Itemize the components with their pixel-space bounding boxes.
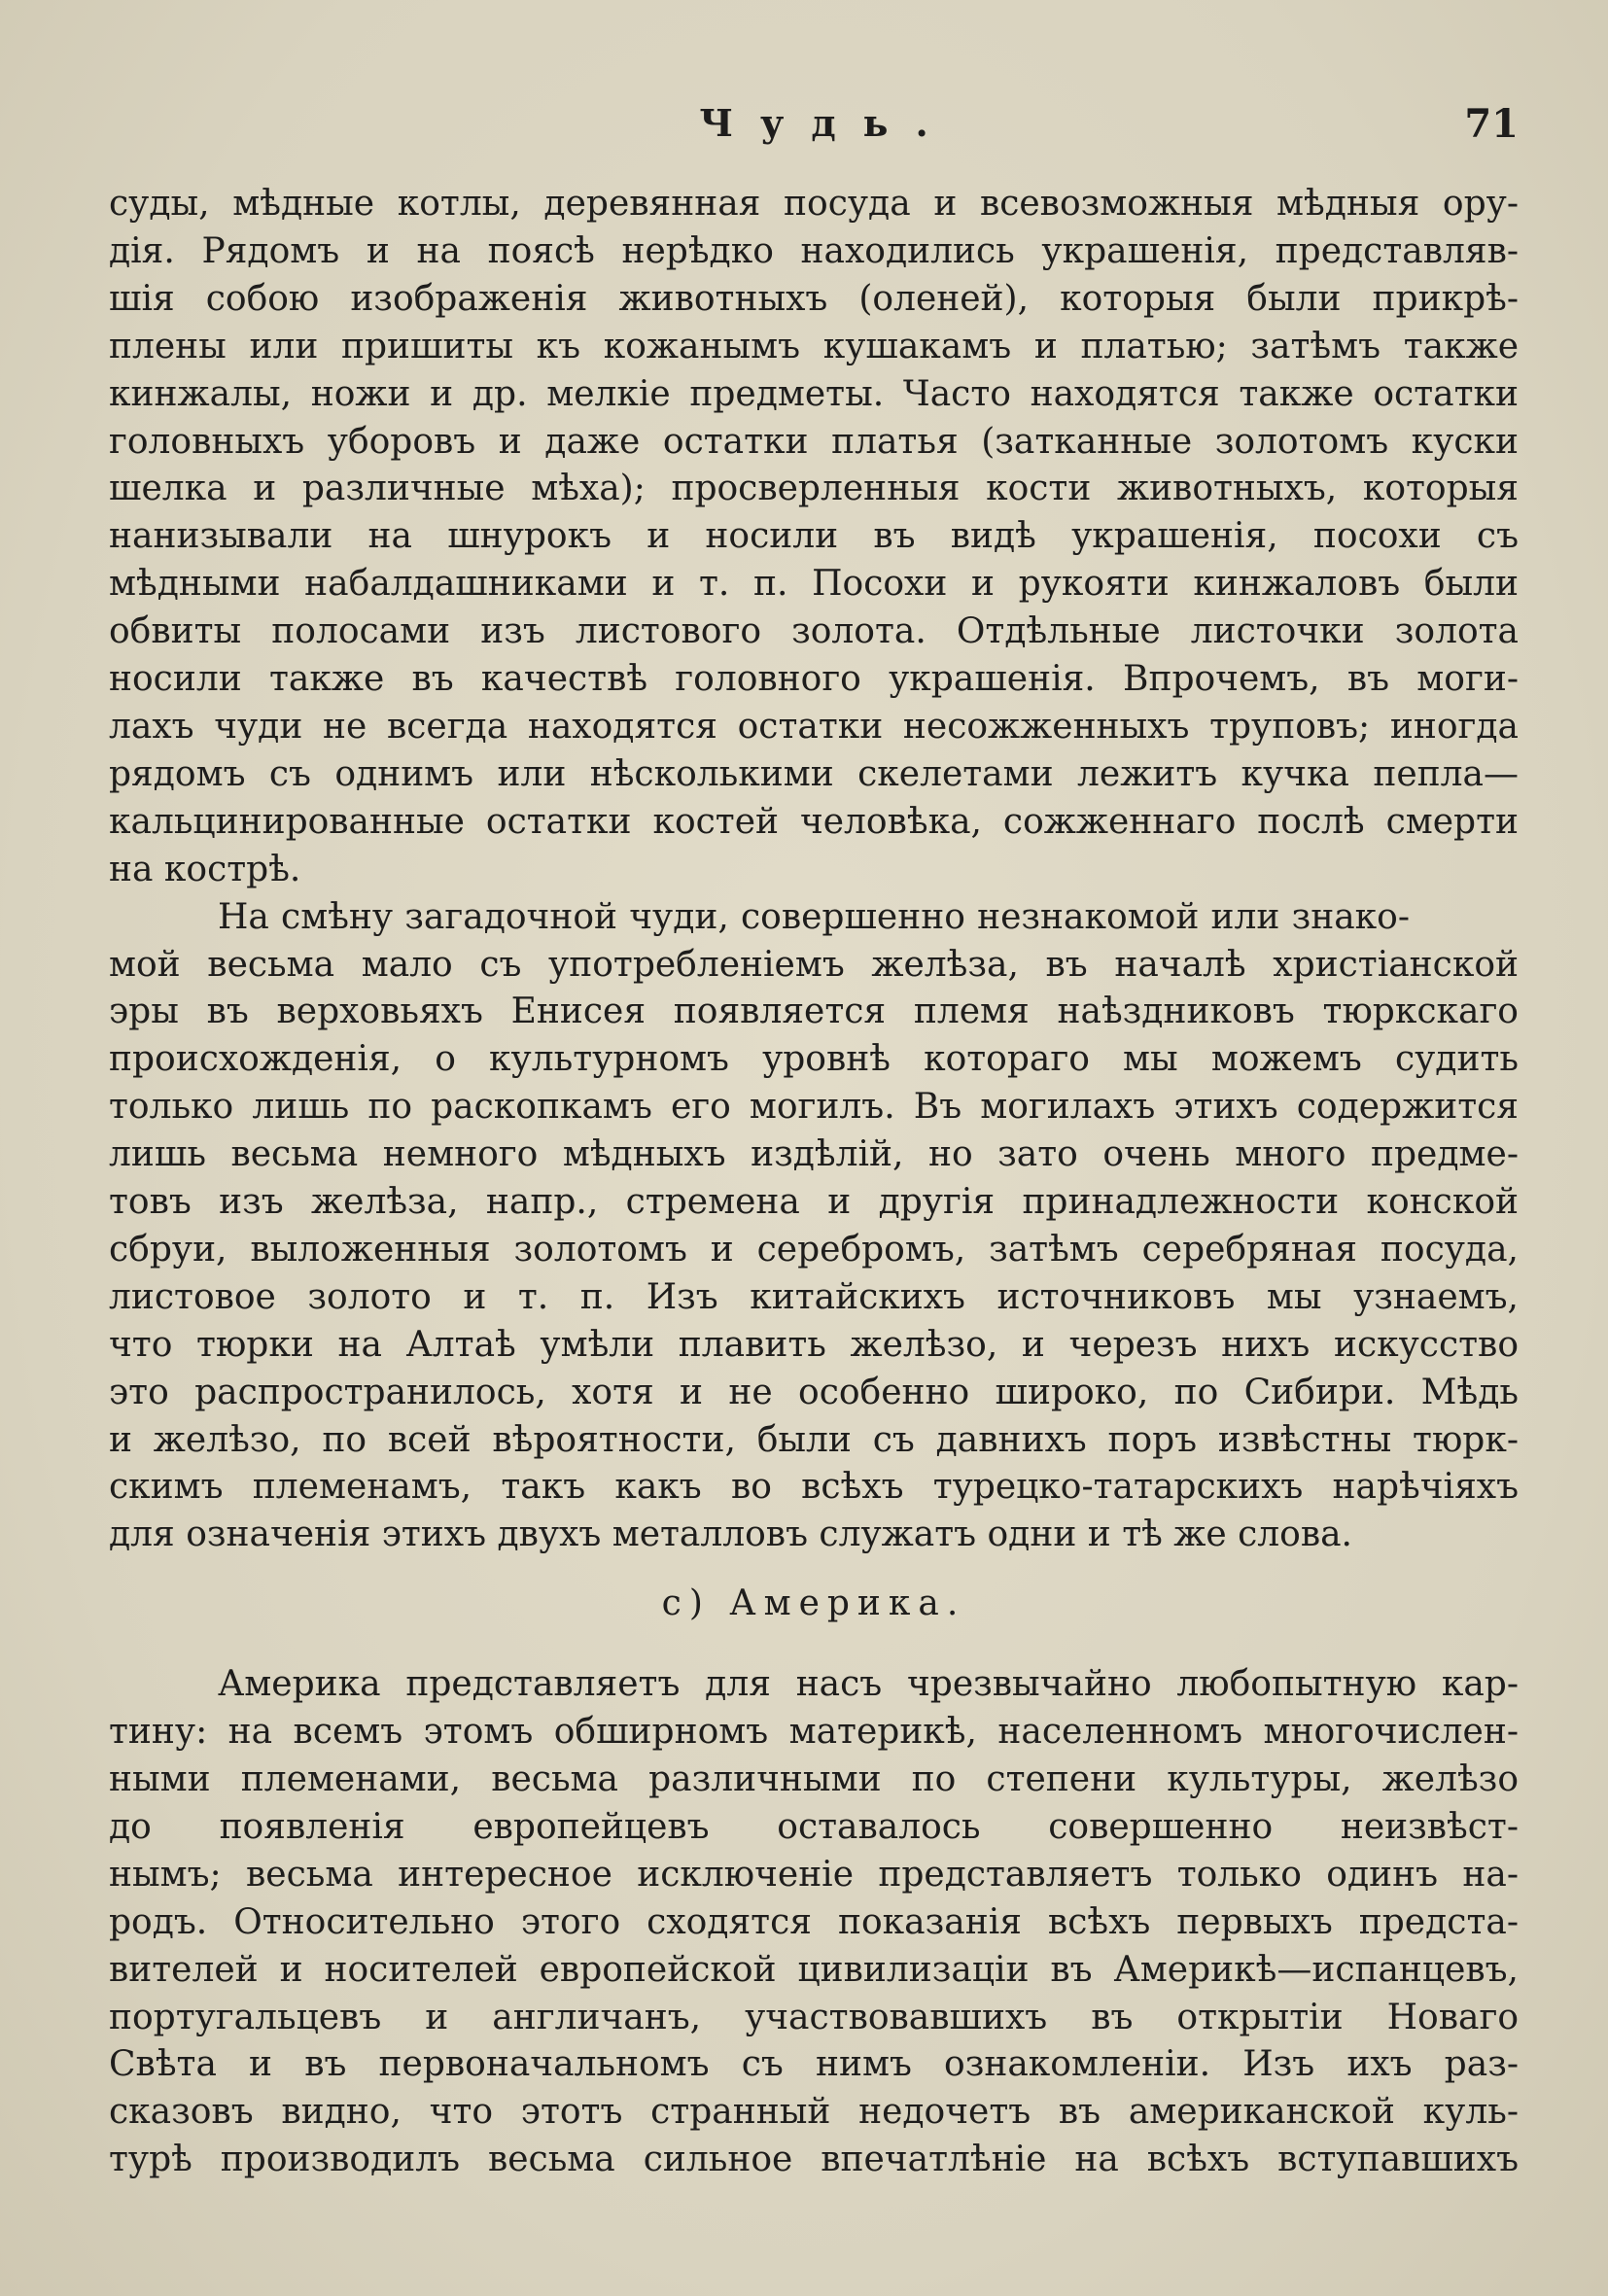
paragraph-turkic-tribes	[109, 894, 1519, 1560]
text-line: португальцевъ и англичанъ, участвовавшихъ въ открытіи Новаго	[109, 1997, 1519, 2037]
text-line: лахъ чуди не всегда находятся остатки несожженныхъ труповъ; иногда	[109, 706, 1519, 747]
text-line: На смѣну загадочной чуди, совершенно незнакомой или знако-	[218, 896, 1410, 937]
paragraph-chud-burials	[109, 181, 1519, 894]
text-line: сказовъ видно, что этотъ странный недочетъ въ американской куль-	[109, 2092, 1519, 2133]
text-line: эры въ верховьяхъ Енисея появляется племя наѣздниковъ тюркскаго	[109, 991, 1519, 1032]
text-line: сбруи, выложенныя золотомъ и серебромъ, затѣмъ серебряная посуда,	[109, 1229, 1519, 1270]
body-text	[109, 181, 1519, 2184]
text-line: мой весьма мало съ употребленіемъ желѣза, въ началѣ христіанской	[109, 944, 1519, 985]
text-line: вителей и носителей европейской цивилизаціи въ Америкѣ—испанцевъ,	[109, 1949, 1519, 1990]
text-line: суды, мѣдные котлы, деревянная посуда и всевозможныя мѣдныя ору-	[109, 184, 1519, 224]
text-line: что тюрки на Алтаѣ умѣли плавить желѣзо, и черезъ нихъ искусство	[109, 1324, 1519, 1365]
page-header	[109, 101, 1519, 159]
text-line: кинжалы, ножи и др. мелкіе предметы. Часто находятся также остатки	[109, 373, 1519, 414]
text-line: рядомъ съ однимъ или нѣсколькими скелетами лежитъ кучка пепла—	[109, 753, 1519, 794]
text-line: родъ. Относительно этого сходятся показанія всѣхъ первыхъ предста-	[109, 1901, 1519, 1942]
text-line: нымъ; весьма интересное исключеніе представляетъ только одинъ на-	[109, 1854, 1519, 1895]
text-line: турѣ производилъ весьма сильное впечатлѣніе на всѣхъ вступавшихъ	[109, 2139, 1519, 2180]
text-line: кальцинированные остатки костей человѣка, сожженнаго послѣ смерти	[109, 801, 1519, 842]
text-line: Свѣта и въ первоначальномъ съ нимъ ознакомленіи. Изъ ихъ раз-	[109, 2044, 1519, 2085]
text-line: плены или пришиты къ кожанымъ кушакамъ и платью; затѣмъ также	[109, 326, 1519, 366]
text-line: до появленія европейцевъ оставалось совершенно неизвѣст-	[109, 1806, 1519, 1847]
text-line: дія. Рядомъ и на поясѣ нерѣдко находились украшенія, представляв-	[109, 230, 1519, 271]
page-number: 71	[1464, 101, 1519, 147]
text-line: ными племенами, весьма различными по степени культуры, желѣзо	[109, 1759, 1519, 1799]
text-line: шія собою изображенія животныхъ (оленей), которыя были прикрѣ-	[109, 278, 1519, 319]
text-line: листовое золото и т. п. Изъ китайскихъ источниковъ мы узнаемъ,	[109, 1276, 1519, 1317]
text-line: нанизывали на шнурокъ и носили въ видѣ украшенія, посохи съ	[109, 516, 1519, 557]
text-line: носили также въ качествѣ головного украшенія. Впрочемъ, въ моги-	[109, 659, 1519, 700]
paragraph-america	[109, 1661, 1519, 2184]
text-line: мѣдными набалдашниками и т. п. Посохи и рукояти кинжаловъ были	[109, 564, 1519, 605]
text-line: лишь весьма немного мѣдныхъ издѣлій, но зато очень много предме-	[109, 1134, 1519, 1175]
text-line: для означенія этихъ двухъ металловъ служатъ одни и тѣ же слова.	[109, 1514, 1353, 1555]
text-line: товъ изъ желѣза, напр., стремена и другія принадлежности конской	[109, 1182, 1519, 1223]
text-line: Америка представляетъ для насъ чрезвычайно любопытную кар-	[218, 1664, 1519, 1705]
text-line: на кострѣ.	[109, 849, 301, 889]
text-line: и желѣзо, по всей вѣроятности, были съ давнихъ поръ извѣстны тюрк-	[109, 1419, 1519, 1460]
text-line: скимъ племенамъ, такъ какъ во всѣхъ турецко-татарскихъ нарѣчіяхъ	[109, 1467, 1519, 1508]
text-line: происхожденія, о культурномъ уровнѣ котораго мы можемъ судить	[109, 1039, 1519, 1080]
text-line: это распространилось, хотя и не особенно широко, по Сибири. Мѣдь	[109, 1372, 1519, 1412]
running-title: Чудь.	[699, 101, 956, 145]
text-line: шелка и различные мѣха); просверленныя кости животныхъ, которыя	[109, 469, 1519, 509]
text-line: только лишь по раскопкамъ его могилъ. Въ могилахъ этихъ содержится	[109, 1087, 1519, 1128]
section-heading: с) Америка.	[661, 1583, 966, 1624]
text-line: головныхъ уборовъ и даже остатки платья (затканные золотомъ куски	[109, 421, 1519, 462]
text-line: обвиты полосами изъ листового золота. Отдѣльные листочки золота	[109, 611, 1519, 652]
text-line: тину: на всемъ этомъ обширномъ материкѣ, населенномъ многочислен-	[109, 1712, 1519, 1753]
